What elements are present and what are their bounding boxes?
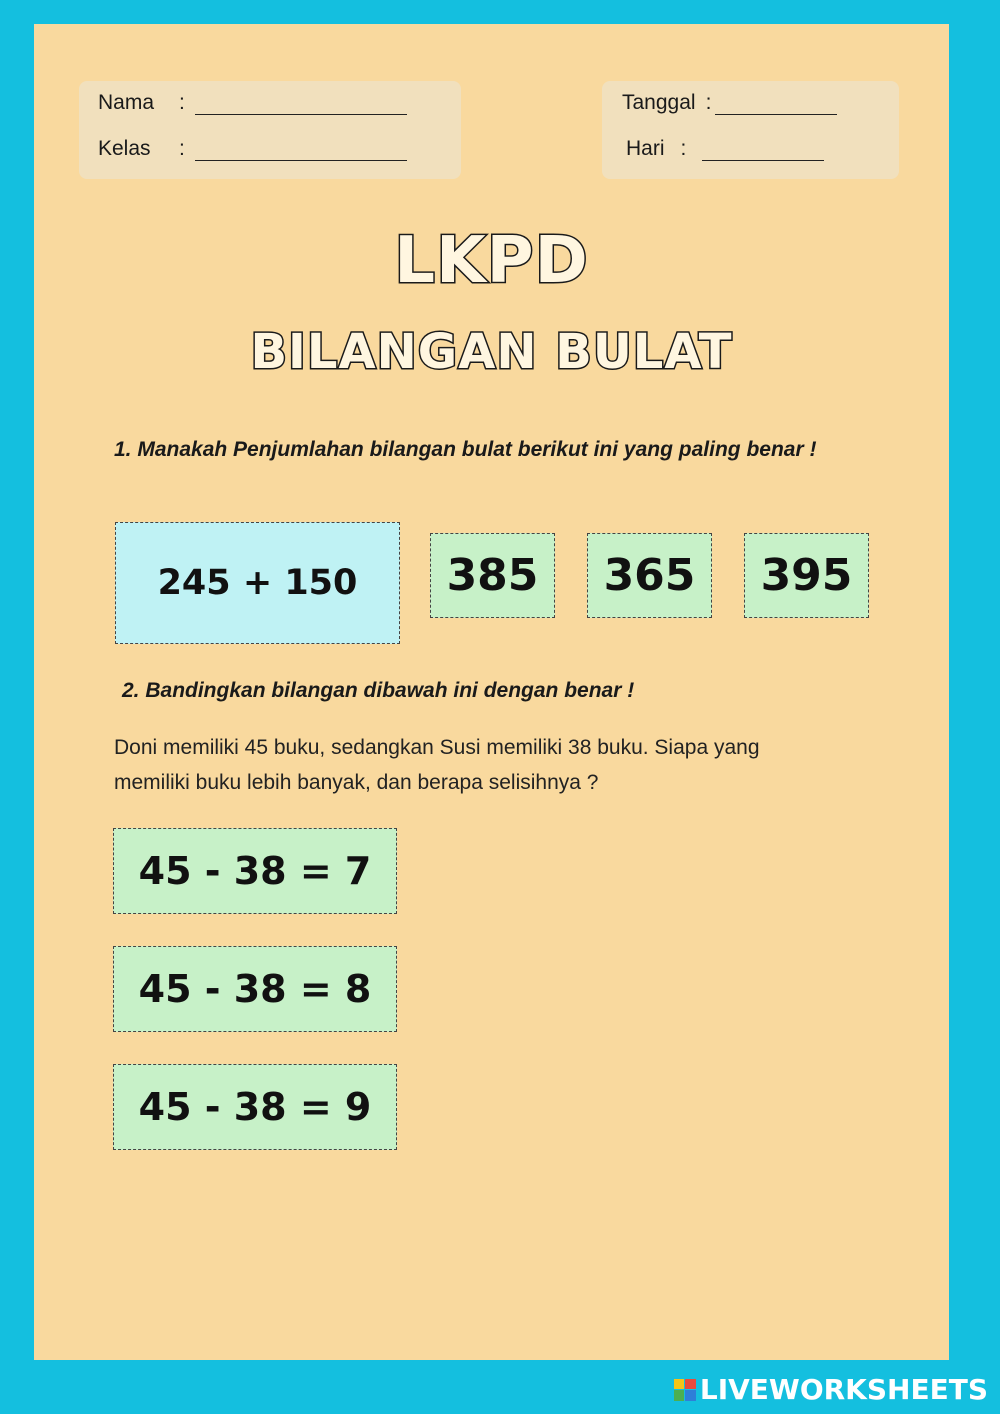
class-label: Kelas — [98, 137, 151, 160]
day-colon: : — [680, 137, 687, 160]
subtraction-option-1[interactable]: 45 - 38 = 7 — [113, 828, 397, 914]
name-label: Nama — [98, 91, 155, 114]
day-row — [626, 137, 824, 161]
liveworksheets-brand[interactable] — [674, 1373, 988, 1406]
word-problem — [114, 730, 874, 800]
addition-problem-box: 245 + 150 — [115, 522, 400, 644]
worksheet — [34, 24, 949, 1360]
liveworksheets-logo-icon — [674, 1379, 696, 1401]
date-label: Tanggal — [622, 91, 696, 114]
subtraction-option-3[interactable]: 45 - 38 = 9 — [113, 1064, 397, 1150]
day-field[interactable] — [702, 140, 824, 161]
date-field[interactable] — [715, 94, 837, 115]
class-colon: : — [179, 137, 185, 160]
brand-name: LIVEWORKSHEETS — [699, 1373, 988, 1406]
word-problem-line-2: memiliki buku lebih banyak, dan berapa selisihnya ? — [114, 771, 599, 794]
student-info-box — [79, 81, 461, 179]
question-2-text: 2. Bandingkan bilangan dibawah ini dengan benar ! — [122, 679, 635, 702]
name-colon: : — [179, 91, 185, 114]
date-row — [622, 91, 837, 115]
worksheet-subtitle: BILANGAN BULAT — [250, 324, 733, 380]
answer-option-1[interactable]: 385 — [430, 533, 555, 618]
name-row — [98, 91, 407, 115]
day-label: Hari — [626, 137, 665, 160]
class-row — [98, 137, 407, 161]
date-colon: : — [705, 91, 712, 114]
word-problem-line-1: Doni memiliki 45 buku, sedangkan Susi memiliki 38 buku. Siapa yang — [114, 736, 760, 759]
answer-option-2[interactable]: 365 — [587, 533, 712, 618]
subtraction-option-2[interactable]: 45 - 38 = 8 — [113, 946, 397, 1032]
question-1-text: 1. Manakah Penjumlahan bilangan bulat berikut ini yang paling benar ! — [114, 438, 817, 461]
answer-option-3[interactable]: 395 — [744, 533, 869, 618]
date-info-box — [602, 81, 899, 179]
worksheet-title: LKPD — [394, 224, 589, 298]
name-field[interactable] — [195, 94, 407, 115]
class-field[interactable] — [195, 140, 407, 161]
